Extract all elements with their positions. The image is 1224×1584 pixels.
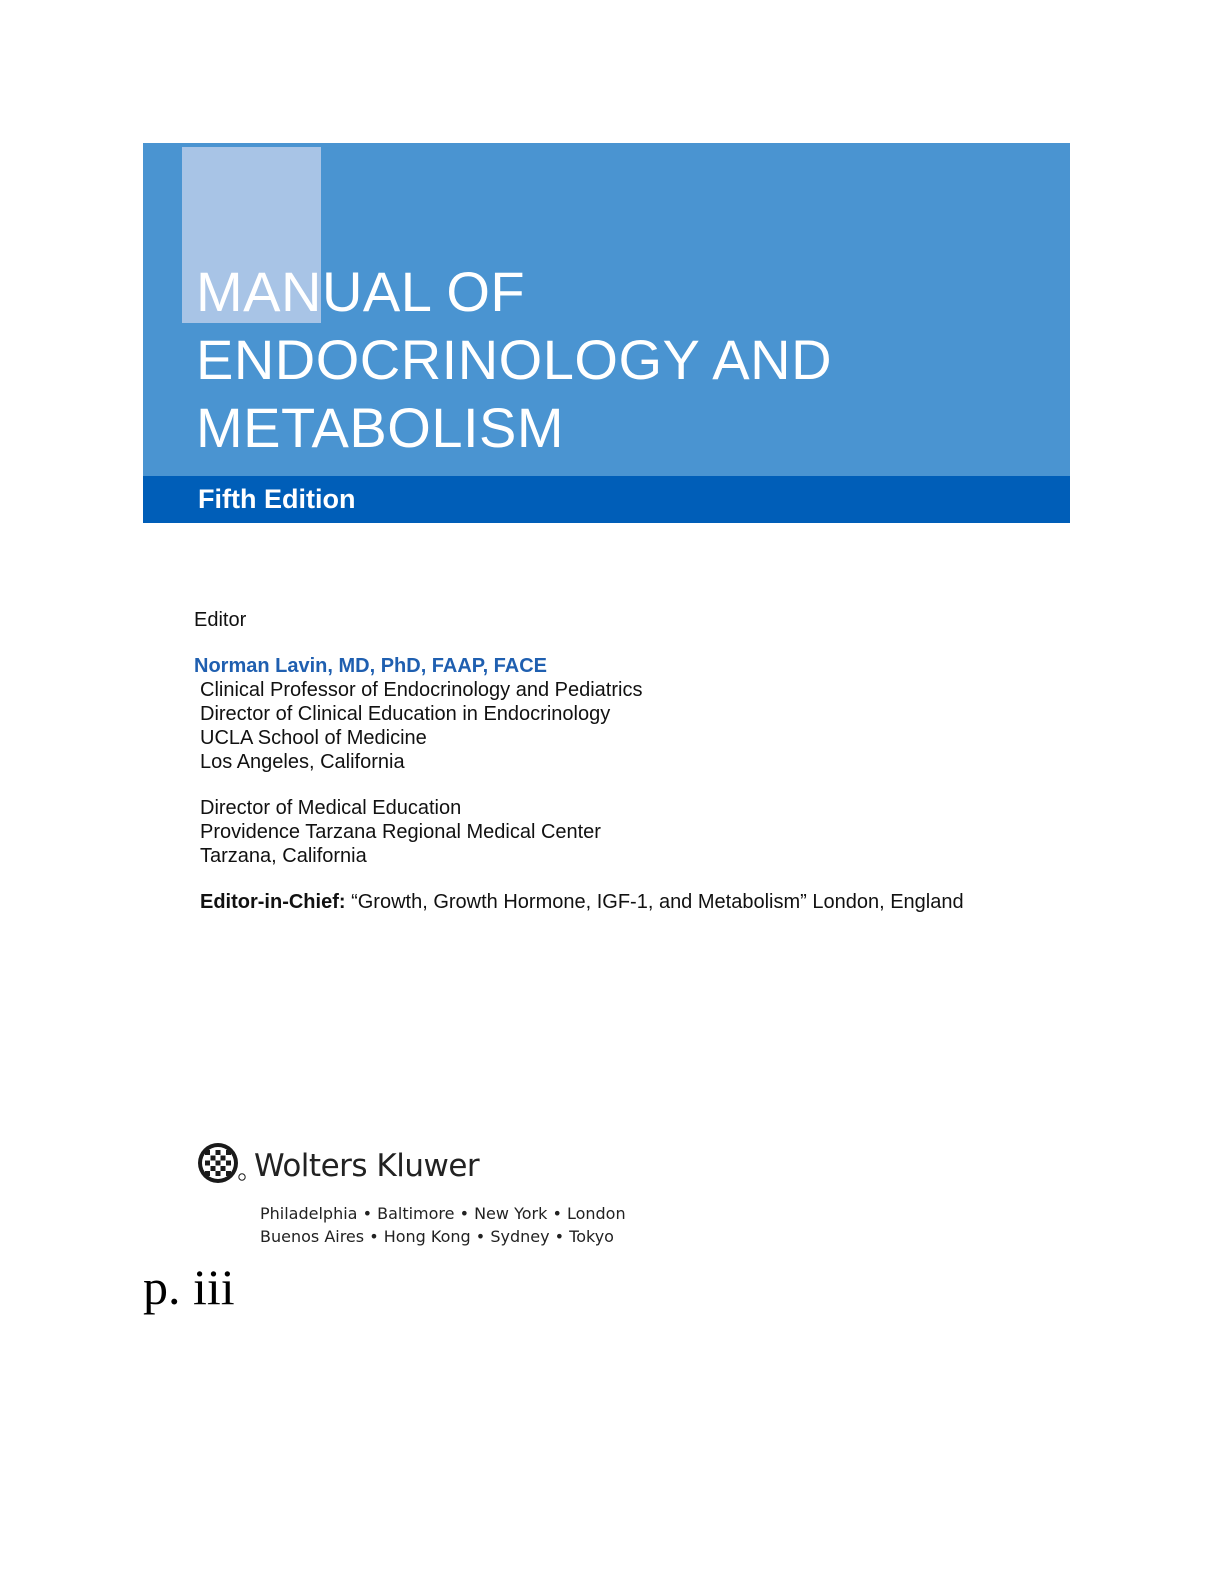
editor-affiliation-providence <box>200 796 601 868</box>
publisher-cities-line: Philadelphia • Baltimore • New York • London <box>260 1204 626 1223</box>
affiliation-line: Providence Tarzana Regional Medical Center <box>200 821 601 843</box>
editor-name: Norman Lavin, MD, PhD, FAAP, FACE <box>194 655 548 677</box>
affiliation-line: Director of Medical Education <box>200 797 462 819</box>
book-title <box>196 258 1056 462</box>
affiliation-line: Los Angeles, California <box>200 751 405 773</box>
editor-in-chief-text: “Growth, Growth Hormone, IGF-1, and Metabolism” London, England <box>345 891 964 913</box>
affiliation-line: Tarzana, California <box>200 845 367 867</box>
affiliation-line: Director of Clinical Education in Endocrinology <box>200 703 611 725</box>
publisher-cities-line: Buenos Aires • Hong Kong • Sydney • Tokyo <box>260 1227 614 1246</box>
book-title-line: ENDOCRINOLOGY AND <box>196 328 833 391</box>
affiliation-line: UCLA School of Medicine <box>200 727 427 749</box>
affiliation-line: Clinical Professor of Endocrinology and Pediatrics <box>200 679 643 701</box>
editor-in-chief-label: Editor-in-Chief: <box>200 891 346 913</box>
editor-affiliation-ucla <box>200 678 642 774</box>
edition-label: Fifth Edition <box>198 484 356 514</box>
page-number: p. iii <box>143 1259 235 1315</box>
editor-in-chief-note <box>200 890 964 914</box>
publisher-name: Wolters Kluwer <box>254 1148 480 1184</box>
book-title-line: METABOLISM <box>196 396 565 459</box>
editor-label: Editor <box>194 609 247 631</box>
book-title-line: MANUAL OF <box>196 260 526 323</box>
